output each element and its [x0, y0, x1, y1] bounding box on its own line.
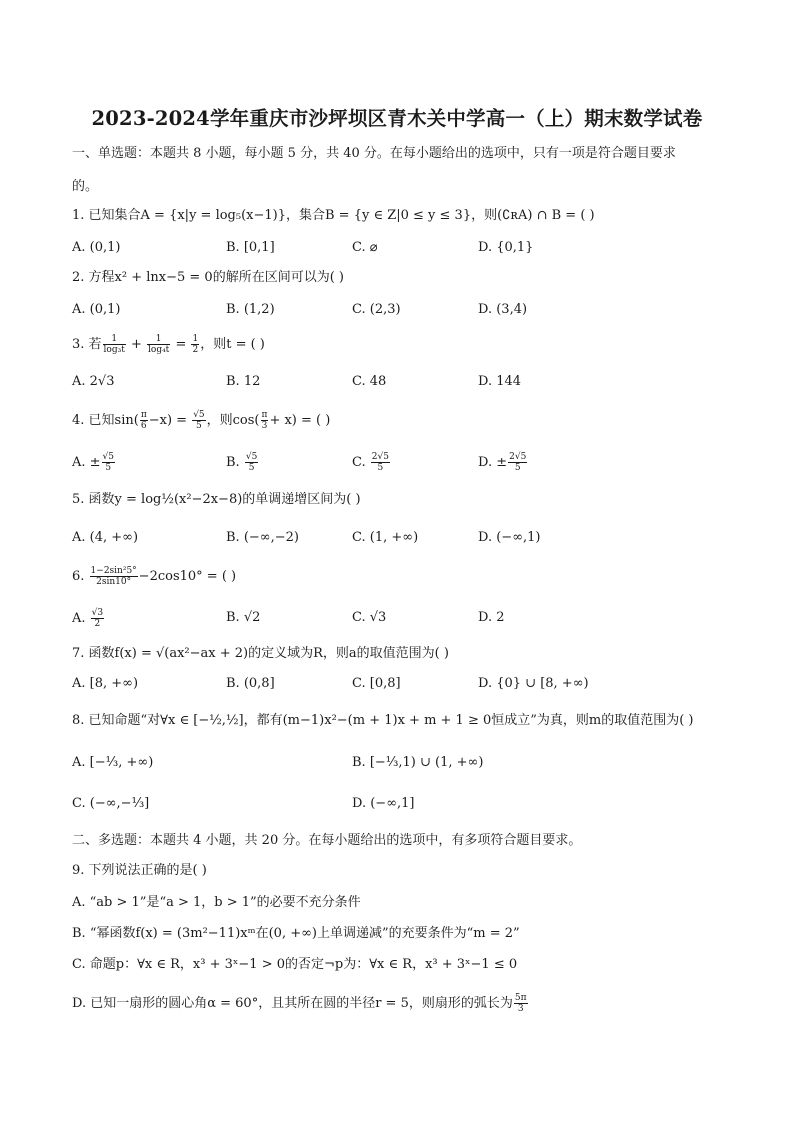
- question-6-option-b: B. √2: [226, 610, 261, 625]
- page-title: 2023-2024学年重庆市沙坪坝区青木关中学高一（上）期末数学试卷: [91, 107, 703, 130]
- question-4-option-c: C. $\frac{2√5}{5}$: [352, 452, 389, 473]
- question-7-stem: 7. 函数f(x) = √(ax²−ax + 2)的定义域为R，则a的取值范围为( ): [72, 646, 449, 661]
- question-5-option-b: B. (−∞,−2): [226, 530, 299, 545]
- question-2-stem: 2. 方程x² + lnx−5 = 0的解所在区间可以为( ): [72, 270, 344, 285]
- question-4-option-b: B. $\frac{√5}{5}$: [226, 452, 258, 473]
- question-9-option-a: A. “ab > 1”是“a > 1，b > 1”的必要不充分条件: [72, 895, 361, 910]
- fraction-1-over-log3t: $\frac{1}{\text{log₃t}}$: [103, 334, 125, 355]
- question-3-option-d: D. 144: [478, 374, 522, 389]
- question-9-stem: 9. 下列说法正确的是( ): [72, 863, 207, 878]
- question-6-stem: 6. $\frac{\text{1−2sin²5°}}{2\sin 10^\circ}$ −2cos10° = ( ): [72, 566, 237, 587]
- question-5-option-d: D. (−∞,1): [478, 530, 541, 545]
- question-8-option-b: B. [−⅓,1) ∪ (1, +∞): [352, 755, 484, 770]
- question-4-stem: 4. 已知sin( $\frac{\pi}{6}$ −x) = $\frac{√5}{5}$ ，则cos( $\frac{\pi}{3}$ + x) = ( ): [72, 410, 331, 431]
- question-6-option-d: D. 2: [478, 610, 505, 625]
- question-4-option-a: A. ± $\frac{√5}{5}$: [72, 452, 115, 473]
- question-2-option-b: B. (1,2): [226, 302, 275, 317]
- question-7-option-c: C. [0,8]: [352, 676, 401, 691]
- question-3-prefix: 3. 若: [72, 337, 102, 352]
- question-1-option-d: D. {0,1}: [478, 240, 534, 255]
- section-2-heading: 二、多选题：本题共 4 小题，共 20 分。在每小题给出的选项中，有多项符合题目要求。: [72, 833, 582, 848]
- question-1-stem: 1. 已知集合A = {x|y = log₅(x−1)}，集合B = {y ∈ Z|0 ≤ y ≤ 3}，则(∁ʀA) ∩ B = ( ): [72, 208, 595, 223]
- section-1-heading: 一、单选题：本题共 8 小题，每小题 5 分，共 40 分。在每小题给出的选项中，只有一项是符合题目要求: [72, 146, 676, 161]
- question-8-option-a: A. [−⅓, +∞): [72, 755, 154, 770]
- question-4-option-d: D. ± $\frac{2√5}{5}$: [478, 452, 527, 473]
- question-8-option-d: D. (−∞,1]: [352, 796, 415, 811]
- question-5-option-c: C. (1, +∞): [352, 530, 419, 545]
- question-1-option-a: A. (0,1): [72, 240, 121, 255]
- question-8-option-c: C. (−∞,−⅓]: [72, 796, 150, 811]
- question-2-option-d: D. (3,4): [478, 302, 528, 317]
- fraction-q6: $\frac{\text{1−2sin²5°}}{2\sin 10^\circ}$: [90, 566, 137, 587]
- question-5-option-a: A. (4, +∞): [72, 530, 139, 545]
- question-3-stem: 3. 若 $\frac{1}{\text{log₃t}}$ + $\frac{1}{\text{log₄t}}$ = $\frac{1}{2}$ ，则t = ( ): [72, 334, 265, 355]
- question-3-option-b: B. 12: [226, 374, 261, 389]
- fraction-pi-over-6: $\frac{\pi}{6}$: [140, 410, 147, 431]
- fraction-sqrt5-over-5: $\frac{√5}{5}$: [193, 410, 205, 431]
- question-9-option-b: B. “幂函数f(x) = (3m²−11)xᵐ在(0, +∞)上单调递减”的充要条件为“m = 2”: [72, 926, 520, 941]
- question-1-option-c: C. ⌀: [352, 240, 378, 255]
- fraction-pi-over-3: $\frac{\pi}{3}$: [261, 410, 268, 431]
- question-7-option-b: B. (0,8]: [226, 676, 275, 691]
- question-3-option-a: A. 2√3: [72, 374, 115, 389]
- question-5-stem: 5. 函数y = log½(x²−2x−8)的单调递增区间为( ): [72, 492, 361, 507]
- question-6-option-c: C. √3: [352, 610, 387, 625]
- question-3-suffix: ，则t = ( ): [200, 337, 265, 352]
- question-9-option-d: D. 已知一扇形的圆心角α = 60°，且其所在圆的半径r = 5，则扇形的弧长为 $\frac{5\pi}{3}$: [72, 993, 527, 1014]
- question-9-option-c: C. 命题p：∀x ∈ R，x³ + 3ˣ−1 > 0的否定¬p为：∀x ∈ R，x³ + 3ˣ−1 ≤ 0: [72, 957, 518, 972]
- question-7-option-a: A. [8, +∞): [72, 676, 139, 691]
- question-7-option-d: D. {0} ∪ [8, +∞): [478, 676, 589, 691]
- fraction-5pi-over-3: $\frac{5\pi}{3}$: [514, 993, 527, 1014]
- question-1-option-b: B. [0,1]: [226, 240, 275, 255]
- fraction-1-over-log4t: $\frac{1}{\text{log₄t}}$: [148, 334, 170, 355]
- fraction-one-half: $\frac{1}{2}$: [192, 334, 199, 355]
- question-2-option-a: A. (0,1): [72, 302, 121, 317]
- question-3-option-c: C. 48: [352, 374, 387, 389]
- question-8-stem: 8. 已知命题“对∀x ∈ [−½,½]，都有(m−1)x²−(m + 1)x + m + 1 ≥ 0恒成立”为真，则m的取值范围为( ): [72, 713, 694, 728]
- section-1-heading-cont: 的。: [72, 179, 99, 194]
- question-6-option-a: A. $\frac{√3}{2}$: [72, 608, 104, 629]
- question-2-option-c: C. (2,3): [352, 302, 401, 317]
